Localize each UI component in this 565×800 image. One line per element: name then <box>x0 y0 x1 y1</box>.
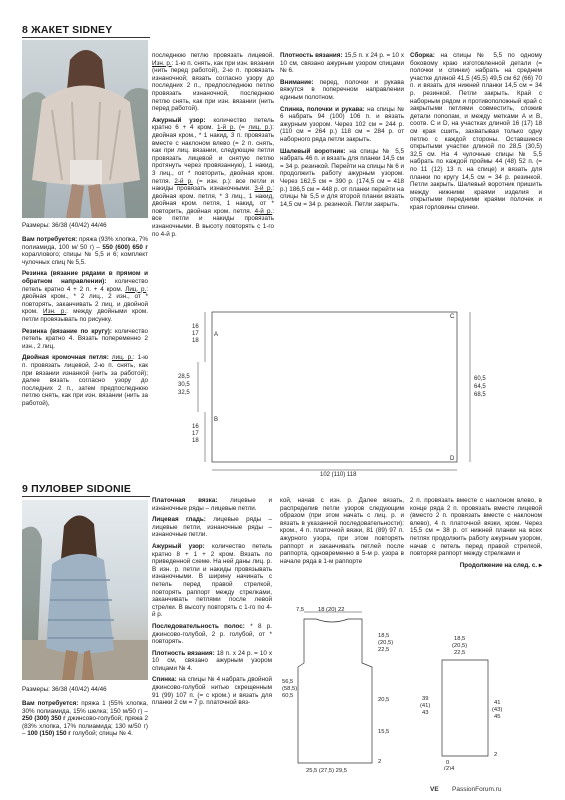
s2c2-p0: Платочная вязка: лицевые и изнаночные ряды – лицевые петли. <box>152 497 272 512</box>
sidney-letter-d: D <box>450 456 455 462</box>
sidney-schematic <box>150 298 545 478</box>
sidonie-back-sub: 15,5 <box>378 729 390 735</box>
s1c2-p1: Ажурный узор: количество петель кратно 6 + 4 кром. 1-й р. (= лиц. р.): двойная кром., * 1 накид, 3 п. провязать вместе с наклоном влево (= 2 п. снять, как при лиц. вязании, следующие петли провязать лицевой и снятую петлю протянуть через провязанную), 1 накид, 3 лиц., от * повторить, двойная кром. петля. 2-й р. (= изн. р.): все петли и накиды провязать изнаночными. 3-й р.: двойная кром. петля, * 3 лиц., 1 накид, двойная кром. петля, 1 накид, от * повторить, двойная кром. петля. 4-й р.: все петли и накиды провязать изнаночными. В высоту повторять с 1-го по 4-й р. <box>152 116 274 238</box>
sidonie-back-top-mid: 18 (20) 22 <box>318 607 345 613</box>
sidney-left-top-18: 18 <box>192 338 199 344</box>
sidney-letter-b: B <box>214 417 219 423</box>
section1-col4 <box>410 52 542 215</box>
s1c1-p3: Двойная кромочная петля: лиц. р.: 1-ю п. провязать лицевой, 2-ю п. снять, как при вязании изнанкой (нить за работой); далее вязать согласно узору до последних 2 п., затем предпоследнюю петлю снять, как при изн. вязании (нить за работой), <box>22 354 148 407</box>
sidonie-sleeve-bottom-2: (2)4 <box>444 766 455 770</box>
sidney-mid-30-5: 30,5 <box>178 382 190 388</box>
continued-text: Продолжение на след. с. <box>459 561 538 569</box>
s2c2-p2: Ажурный узор: количество петель кратно 8 + 1 + 2 кром. Вязать по приведенной схеме. На ней даны лиц. р. В изн. р. петли и накиды провязывать изнаночными. В ширину начинать с петель перед правой стрелкой, повторять раппорт между стрелками, заканчивать петлями после левой стрелки. В высоту повторять с 1-го по 4-й р. <box>152 542 272 619</box>
s1c3-p3: Шалевый воротник: на спицы № 5,5 набрать 46 п. и вязать для планки 14,5 см = 34 р. резинкой. Перейти на спицы № 6 и продолжить работу ажурным узором. Через 162,5 см = 390 р. (174,5 см = 418 р.) 186,5 см = 448 р. от планки перейти на спицы № 5,5 и для второй планки вязать 14,5 см = 34 р. резинкой. Петли закрыть. <box>280 147 404 208</box>
footer-magazine: VE <box>430 786 439 793</box>
sidonie-sleeve-schematic <box>414 630 532 770</box>
sidonie-back-bottom: 25,5 (27,5) 29,5 <box>306 768 347 774</box>
section2-col3 <box>280 497 404 569</box>
sidney-right-64-5: 64,5 <box>474 384 486 390</box>
sidonie-sleeve-left-3: 43 <box>422 710 429 716</box>
sidney-bottom-width: 102 (110) 118 <box>320 472 357 478</box>
sidonie-back-left-2: (58,5) <box>282 686 298 692</box>
continued-note: Продолжение на след. с. ▸ <box>459 561 542 569</box>
sidonie-back-schematic <box>282 603 412 775</box>
sidonie-sleeve-left-2: (41) <box>420 703 431 709</box>
section1-sizes-text: Размеры: 36/38 (40/42) 44/46 <box>22 222 107 229</box>
s1c1-p0: Вам потребуется: пряжа (93% хлопка, 7% полиамида, 100 м/ 50 г) – 550 (600) 650 г кораллового; спицы № 5,5 и 6; комплект чулочных спиц № 5,5. <box>22 236 148 266</box>
sidonie-sleeve-right-1: 41 <box>494 700 501 706</box>
s1c3-p0: Плотность вязания: 15,5 п. х 24 р. = 10 х 10 см, связано ажурным узором спицами № 6. <box>280 52 404 75</box>
s1c2-p0: последнюю петлю провязать лицевой. Изн. р.: 1-ю п. снять, как при изн. вязании (нить перед работой), 2-ю п. провязать изнаночной; вязать согласно узору до последних 2 п., предпоследнюю петлю провязать изнаночной, последнюю петлю снять, как при изн. вязании (нить перед работой). <box>152 52 274 113</box>
sidney-letter-a: A <box>214 332 219 338</box>
s2c4-p0: 2 п. провязать вместе с наклоном влево, в конце ряда 2 п. провязать вместе лицевой (вместо 2 п. провязать вместе с наклоном влево), 4 п. платочной вязки, кром. Через 15,5 см = 38 р. от нижней планки на всех петлях продолжить работу ажурным узором, начав с петель перед правой стрелкой, повторяя раппорт между стрелками и <box>410 497 542 558</box>
footer-watermark: PassionForum.ru <box>452 786 502 793</box>
section1-col3 <box>280 52 404 212</box>
sidney-right-68-5: 68,5 <box>474 392 486 398</box>
s2c2-p4: Плотность вязания: 18 п. х 24 р. = 10 х 10 см, связано ажурным узором спицами № 4. <box>152 649 272 672</box>
s1c3-p1: Внимание: перед, полочки и рукава вяжутся в поперечном направлении единым полотном. <box>280 78 404 101</box>
section2-col2 <box>152 497 272 711</box>
sidonie-back-right-2: (20,5) <box>378 640 394 646</box>
sidonie-sleeve-top-3: 22,5 <box>454 650 466 656</box>
section2-title-rule <box>22 496 150 497</box>
sidney-letter-c: C <box>450 314 455 320</box>
sidonie-back-left-3: 60,5 <box>282 693 294 699</box>
sidonie-sleeve-right-3: 45 <box>494 714 501 720</box>
sidonie-sleeve-top-2: (20,5) <box>452 643 468 649</box>
sidonie-sleeve-left-1: 39 <box>422 696 429 702</box>
sidonie-sleeve-right-2: (43) <box>492 707 503 713</box>
sidney-left-bottom-17: 17 <box>192 431 199 437</box>
sidonie-sleeve-bottom-1: 0 <box>446 760 450 766</box>
sidney-left-top-16: 16 <box>192 324 199 330</box>
s2c3-p0: кой, начав с изн. р. Далее вязать, распределив петли узоров следующим образом (при этом начать с лиц. р. и вязать в указанной последовательности): кром., 4 п. платочной вязки, 81 (89) 97 п. ажурного узора, при этом повторять раппорт и заканчивать петлей после раппорта, одновременно в 5-м р. узора в начале ряда в 1-м раппорте <box>280 497 404 565</box>
sidonie-back-left-1: 56,5 <box>282 679 294 685</box>
section2-sizes-text: Размеры: 36/38 (40/42) 44/46 <box>22 686 107 693</box>
sidonie-back-small: 2 <box>378 759 382 765</box>
s2c2-p1: Лицевая гладь: лицевые ряды – лицевые петли, изнаночные ряды – изнаночные петли. <box>152 516 272 539</box>
section1-sizes <box>22 222 148 234</box>
section1-col2 <box>152 52 274 242</box>
section2-sizes <box>22 686 148 698</box>
sidonie-back-mid: 20,5 <box>378 697 390 703</box>
sidonie-sleeve-small: 2 <box>494 752 498 758</box>
s2c2-p3: Последовательность полос: * 8 р. джинсово-голубой, 2 р. голубой, от * повторять. <box>152 622 272 646</box>
sidney-left-bottom-16: 16 <box>192 424 199 430</box>
section1-title: 8 ЖАКЕТ SIDNEY <box>22 24 113 36</box>
sidney-mid-28-5: 28,5 <box>178 374 190 380</box>
s1c3-p2: Спинка, полочки и рукава: на спицы № 6 набрать 94 (100) 106 п. и вязать ажурным узором. Через 102 см = 244 р. (110 см = 264 р.) 118 см = 284 р. от наборного ряда петли закрыть. <box>280 105 404 143</box>
sidney-mid-32-5: 32,5 <box>178 390 190 396</box>
s1c1-p1: Резинка (вязание рядами в прямом и обратном направлении): количество петель кратно 4 + 2 п. + 4 кром. Лиц. р.: двойная кром., * 2 лиц., 2 изн., от * повторять, заканчивать 2 лиц. и двойной кром. Изн. р.: между двойными кром. петли провязывать по рисунку. <box>22 270 148 323</box>
sidonie-sleeve-top-1: 18,5 <box>454 636 466 642</box>
s1c4-p0: Сборка: на спицы № 5,5 по одному боковому краю изготовленной детали (= полочки и спинки) набрать на среднем участке длиной 41,5 (45,5) 49,5 см 62 (66) 70 п. и вязать для нижней планки 14,5 см = 34 р. резинкой. Петли закрыть. Край с наборным рядом и противоположный край с закрытыми петлями совместить, сложив детали пополам, и между метками A и B, соотв. C и D, на участках длиной 16 (17) 18 см края сшить, захватывая только одну петлю с каждой стороны. Оставшиеся открытыми участки длиной по 28,5 (30,5) 32,5 см. На 4 чулочные спицы № 5,5 набрать по каждой проймы 44 (48) 52 п. (= по 11 (12) 13 п. на спице) и вязать для планки по кругу 14,5 см = 34 р. резинкой. Петли закрыть. Шалевый воротник пришить между нижними краями изделия и открытыми передними краями полочек и края горловины спинки. <box>410 52 542 211</box>
sidney-left-bottom-18: 18 <box>192 438 199 444</box>
sidonie-back-right-3: 22,5 <box>378 647 390 653</box>
section2-title: 9 ПУЛОВЕР SIDONIE <box>22 483 132 495</box>
sidney-left-top-17: 17 <box>192 331 199 337</box>
sidonie-back-top-left: 7,5 <box>296 607 305 613</box>
s2c2-p5: Спинка: на спицы № 4 набрать двойной джинсово-голубой нитью скрещенным 91 (99) 107 п. (= с кром.) и вязать для планки 2 см = 7 р. платочной вяз- <box>152 676 272 707</box>
sidonie-pullover-photo <box>22 500 148 680</box>
section1-col1 <box>22 236 148 411</box>
section2-col4 <box>410 497 542 573</box>
section2-col1 <box>22 700 148 742</box>
sidonie-back-right-1: 18,5 <box>378 633 390 639</box>
sidney-right-60-5: 60,5 <box>474 376 486 382</box>
s2c1-p0: Вам потребуется: пряжа 1 (55% хлопка, 30% полиамида, 15% шелка; 150 м/50 г) – 250 (300) 350 г джинсово-голубой; пряжа 2 (83% хлопка, 17% полиамида; 130 м/50 г) – 100 (150) 150 г голубой; спицы № 4. <box>22 700 148 738</box>
sidney-jacket-photo <box>22 40 148 218</box>
s1c1-p2: Резинка (вязание по кругу): количество петель кратно 4. Вязать попеременно 2 изн., 2 лиц. <box>22 327 148 350</box>
section1-title-rule <box>22 37 150 38</box>
